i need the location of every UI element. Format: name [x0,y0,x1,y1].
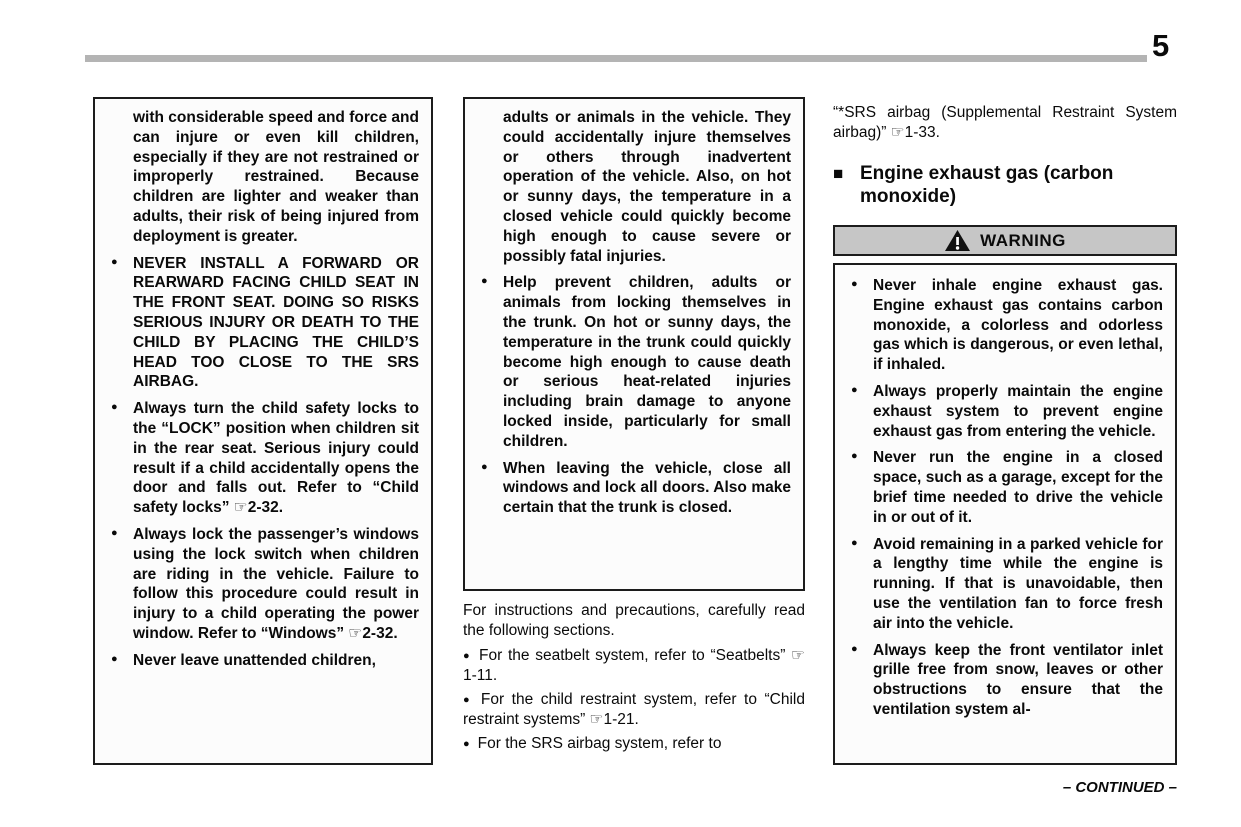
reference-item [463,646,805,686]
reference-item [463,734,805,754]
right-column [833,97,1177,208]
warning-continuation-paragraph: adults or animals in the vehicle. They could accidentally injure themselves or others through inadvertent operation of the vehicle. Also, on hot or sunny days, the temperature in a closed vehicle could quickly become high enough to cause severe or possibly fatal injuries. [503,109,791,265]
warning-bullet-text: Always turn the child safety locks to the “LOCK” position when children sit in the rear seat. Serious injury could result if a child accidentally opens the door and falls out. Refer to “Child safety locks” ☞2-32. [133,400,419,517]
instructions-paragraph: For instructions and precautions, carefully read the following sections. [463,602,805,639]
warning-bullet-item [847,448,1163,527]
bullet-icon: ● [851,383,858,396]
section-heading-text: Engine exhaust gas (carbon monoxide) [860,163,1114,207]
bullet-icon: ● [111,255,118,268]
warning-box-child-safety [93,97,433,765]
warning-bullet-text: Always lock the passenger’s windows using the lock switch when children are riding in the vehicle. Failure to follow this procedure could result in injury to a child operating the power window. Refer to “Windows” ☞2-32. [133,525,419,642]
header-rule [85,55,1147,62]
warning-bullet-item [477,273,791,451]
warning-bullet-text: Help prevent children, adults or animals from locking themselves in the trunk. On hot or sunny days, the temperature in the trunk could quickly become high enough to cause death or serious heat-related injuries including brain damage to anyone locked inside, particularly for small children. [503,274,791,450]
bullet-icon: ● [481,460,488,473]
warning-header-label: WARNING [980,230,1066,250]
warning-bullet-text: Never run the engine in a closed space, such as a garage, except for the brief time needed to drive the vehicle in or out of it. [873,449,1163,526]
continued-note: – CONTINUED – [1062,779,1177,796]
bullet-icon: ● [111,401,118,414]
warning-bullet-text: Always properly maintain the engine exhaust system to prevent engine exhaust gas from entering the vehicle. [873,382,1163,440]
warning-bullet-text: Always keep the front ventilator inlet grille free from snow, leaves or other obstructions to ensure that the ventilation system al- [873,641,1163,718]
warning-box-exhaust-gas [833,263,1177,765]
bullet-icon: ● [111,652,118,665]
warning-bullet-item [847,535,1163,634]
warning-bullet-text: NEVER INSTALL A FORWARD OR REARWARD FACING CHILD SEAT IN THE FRONT SEAT. DOING SO RISKS SERIOUS INJURY OR DEATH TO THE CHILD BY PLACING THE CHILD’S HEAD TOO CLOSE TO THE SRS AIRBAG. [133,254,419,391]
bullet-icon: ● [851,536,858,549]
srs-airbag-reference: “*SRS airbag (Supplemental Restraint System airbag)” ☞1-33. [833,104,1177,141]
bullet-icon: ● [463,738,470,750]
warning-bullet-text: Never leave unattended children, [133,651,376,669]
bullet-icon: ● [463,650,472,662]
bullet-icon: ● [111,526,118,539]
warning-box-vehicle-safety [463,97,805,591]
warning-header [833,225,1177,256]
reference-text: For the SRS airbag system, refer to [477,735,722,752]
warning-bullet-item [847,382,1163,441]
warning-triangle-icon [944,229,971,252]
reference-item [463,690,805,730]
warning-bullet-item [107,399,419,518]
section-square-icon: ■ [833,164,844,183]
warning-bullet-item [847,641,1163,720]
warning-bullet-text: Never inhale engine exhaust gas. Engine exhaust gas contains carbon monoxide, a colorless and odorless gas which is dangerous, or even lethal, if inhaled. [873,277,1163,374]
page-number: 5 [1152,28,1170,63]
warning-bullet-item [477,459,791,518]
reference-text: For the child restraint system, refer to “Child restraint systems” ☞1-21. [463,691,805,728]
warning-bullet-item [107,525,419,644]
bullet-icon: ● [851,642,858,655]
bullet-icon: ● [851,278,858,290]
reference-text: For the seatbelt system, refer to “Seatbelts” ☞1-11. [463,647,805,684]
bullet-icon: ● [463,694,473,706]
warning-bullet-text: Avoid remaining in a parked vehicle for a lengthy time while the engine is running. If that is unavoidable, then use the ventilation fan to force fresh air into the vehicle. [873,535,1163,632]
bullet-icon: ● [481,275,488,288]
section-heading-engine-exhaust [833,162,1177,208]
warning-continuation-paragraph: with considerable speed and force and can injure or even kill children, especially if they are not restrained or improperly restrained. Because children are lighter and weaker than adults, their risk of being injured from deployment is greater. [133,109,419,245]
instructions-section [463,601,805,758]
warning-bullet-item [107,254,419,393]
warning-bullet-item [107,651,419,671]
warning-bullet-text: When leaving the vehicle, close all windows and lock all doors. Also make certain that the trunk is closed. [503,459,791,517]
warning-bullet-item [847,276,1163,375]
bullet-icon: ● [851,450,858,463]
